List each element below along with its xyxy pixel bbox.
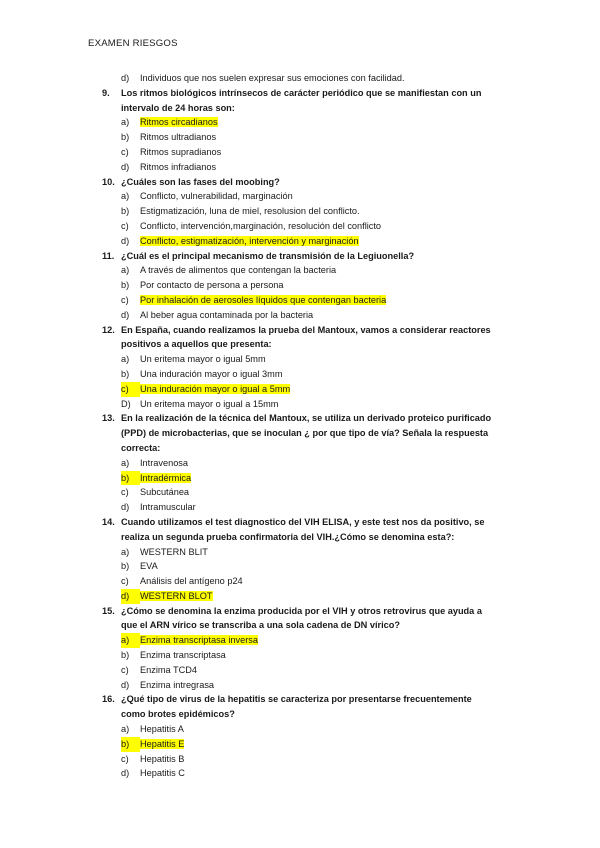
option-text: Enzima transcriptasa inversa	[140, 635, 258, 646]
option-text: Conflicto, intervención,marginación, resolución del conflicto	[140, 220, 382, 231]
option-text: Hepatitis B	[140, 753, 185, 764]
answer-option	[102, 663, 512, 678]
question-line	[102, 692, 512, 707]
option-text: Conflicto, estigmatización, intervención y marginación	[140, 235, 359, 246]
option-text: Una induración mayor o igual a 5mm	[140, 383, 291, 394]
question-number: 14.	[102, 516, 115, 527]
question-number: 9.	[102, 87, 110, 98]
option-label: d)	[121, 309, 130, 320]
answer-option	[102, 485, 512, 500]
option-text: WESTERN BLOT	[140, 590, 213, 601]
question-text: En España, cuando realizamos la prueba del Mantoux, vamos a considerar reactores	[121, 324, 491, 335]
question-text: En la realización de la técnica del Mantoux, se utiliza un derivado proteico purificado	[121, 413, 492, 424]
option-text: Por inhalación de aerosoles líquidos que contengan bacteria	[140, 294, 387, 305]
answer-option	[102, 648, 512, 663]
question-number: 16.	[102, 694, 115, 705]
exam-content	[102, 71, 512, 781]
answer-option	[102, 204, 512, 219]
option-label: a)	[121, 457, 130, 468]
option-label: c)	[121, 576, 129, 587]
option-label: b)	[121, 561, 130, 572]
option-label: d)	[121, 679, 130, 690]
option-label: d)	[121, 589, 140, 604]
option-text: Intradérmica	[140, 472, 192, 483]
answer-option	[102, 219, 512, 234]
question-text-continued: como brotes epidémicos?	[121, 709, 235, 720]
option-label: b)	[121, 650, 130, 661]
option-text: Conflicto, vulnerabilidad, marginación	[140, 191, 293, 202]
option-text: Individuos que nos suelen expresar sus emociones con facilidad.	[140, 73, 405, 83]
question-text: Los ritmos biológicos intrínsecos de carácter periódico que se manifiestan con un	[121, 87, 482, 98]
answer-option	[102, 397, 512, 412]
option-text: WESTERN BLIT	[140, 546, 208, 557]
option-label: a)	[121, 265, 130, 276]
option-label: b)	[121, 132, 130, 143]
option-label: d)	[121, 768, 130, 779]
option-label: c)	[121, 664, 129, 675]
answer-option-highlighted	[102, 737, 512, 752]
page-header: EXAMEN RIESGOS	[88, 38, 178, 49]
option-text: Hepatitis C	[140, 768, 185, 779]
option-label: c)	[121, 294, 129, 305]
option-text: Un eritema mayor o igual 5mm	[140, 354, 266, 365]
option-text: Por contacto de persona a persona	[140, 280, 284, 291]
question-line	[102, 515, 512, 530]
answer-option-highlighted	[102, 115, 512, 130]
question-line	[102, 249, 512, 264]
answer-option	[102, 722, 512, 737]
option-text: Ritmos supradianos	[140, 146, 222, 157]
answer-option	[102, 367, 512, 382]
question-text: ¿Cómo se denomina la enzima producida por el VIH y otros retrovirus que ayuda a	[121, 605, 482, 616]
option-label: d)	[121, 502, 130, 513]
answer-option	[102, 145, 512, 160]
option-text: Hepatitis A	[140, 724, 184, 735]
answer-option-highlighted	[102, 471, 512, 486]
question-text-continued: intervalo de 24 horas son:	[121, 102, 235, 113]
question-number: 10.	[102, 176, 115, 187]
answer-option	[102, 263, 512, 278]
option-text: Hepatitis E	[140, 738, 185, 749]
option-text: A través de alimentos que contengan la bacteria	[140, 265, 337, 276]
answer-option-highlighted	[102, 293, 512, 308]
option-label: a)	[121, 546, 130, 557]
option-label: c)	[121, 382, 140, 397]
answer-option	[102, 189, 512, 204]
question-text: ¿Cuáles son las fases del moobing?	[121, 176, 280, 187]
answer-option-highlighted	[102, 234, 512, 249]
option-text: EVA	[140, 561, 158, 572]
option-text: Enzima TCD4	[140, 664, 198, 675]
question-text-continued: realiza un segunda prueba confirmatoria del VIH.¿Cómo se denomina esta?:	[121, 531, 455, 542]
option-label: b)	[121, 368, 130, 379]
option-text: Estigmatización, luna de miel, resolusion del conflicto.	[140, 206, 360, 217]
option-text: Intramuscular	[140, 502, 196, 513]
question-line	[102, 86, 512, 101]
answer-option	[102, 545, 512, 560]
question-text: Cuando utilizamos el test diagnostico del VIH ELISA, y este test nos da positivo, se	[121, 516, 485, 527]
option-text: Al beber agua contaminada por la bacteria	[140, 309, 314, 320]
option-text: Enzima intregrasa	[140, 679, 215, 690]
option-label: a)	[121, 354, 130, 365]
question-number: 12.	[102, 324, 115, 335]
option-label: a)	[121, 724, 130, 735]
answer-option-highlighted	[102, 633, 512, 648]
question-line	[102, 411, 512, 426]
option-label: b)	[121, 737, 140, 752]
question-text-continued: correcta:	[121, 442, 161, 453]
answer-option	[102, 130, 512, 145]
answer-option	[102, 752, 512, 767]
question-line	[102, 604, 512, 619]
option-label: a)	[121, 117, 130, 128]
option-label: c)	[121, 146, 129, 157]
answer-option	[102, 559, 512, 574]
option-label: b)	[121, 206, 130, 217]
answer-option	[102, 500, 512, 515]
question-text-continued: que el ARN vírico se transcriba a una sola cadena de DN vírico?	[121, 620, 400, 631]
option-label: c)	[121, 220, 129, 231]
question-number: 13.	[102, 413, 115, 424]
answer-option-highlighted	[102, 382, 512, 397]
option-text: Subcutánea	[140, 487, 190, 498]
question-text: ¿Cuál es el principal mecanismo de transmisión de la Legiuonella?	[121, 250, 415, 261]
option-text: Ritmos infradianos	[140, 161, 217, 172]
option-text: Una induración mayor o igual 3mm	[140, 368, 283, 379]
answer-option	[102, 352, 512, 367]
option-text: Enzima transcriptasa	[140, 650, 226, 661]
option-label: c)	[121, 487, 129, 498]
option-label: a)	[121, 191, 130, 202]
option-text: Análisis del antígeno p24	[140, 576, 243, 587]
answer-option-highlighted	[102, 589, 512, 604]
option-label: b)	[121, 280, 130, 291]
option-label: a)	[121, 633, 140, 648]
option-label: D)	[121, 398, 131, 409]
question-line	[102, 175, 512, 190]
option-label: d)	[121, 235, 130, 246]
option-label: d)	[121, 73, 130, 83]
answer-option	[102, 278, 512, 293]
option-text: Ritmos ultradianos	[140, 132, 217, 143]
question-text: ¿Qué tipo de virus de la hepatitis se caracteriza por presentarse frecuentemente	[121, 694, 472, 705]
answer-option	[102, 308, 512, 323]
question-text-continued: positivos a aquellos que presenta:	[121, 339, 272, 350]
option-text: Un eritema mayor o igual a 15mm	[140, 398, 279, 409]
option-label: c)	[121, 753, 129, 764]
answer-option	[102, 71, 512, 86]
question-text-continued: (PPD) de microbacterias, que se inoculan ¿ por que tipo de vía? Señala la respuesta	[121, 428, 489, 439]
answer-option	[102, 766, 512, 781]
question-line	[102, 323, 512, 338]
answer-option	[102, 678, 512, 693]
answer-option	[102, 456, 512, 471]
question-number: 15.	[102, 605, 115, 616]
answer-option	[102, 574, 512, 589]
option-label: b)	[121, 471, 140, 486]
option-text: Intravenosa	[140, 457, 189, 468]
question-number: 11.	[102, 250, 115, 261]
option-text: Ritmos circadianos	[140, 117, 218, 128]
answer-option	[102, 160, 512, 175]
option-label: d)	[121, 161, 130, 172]
